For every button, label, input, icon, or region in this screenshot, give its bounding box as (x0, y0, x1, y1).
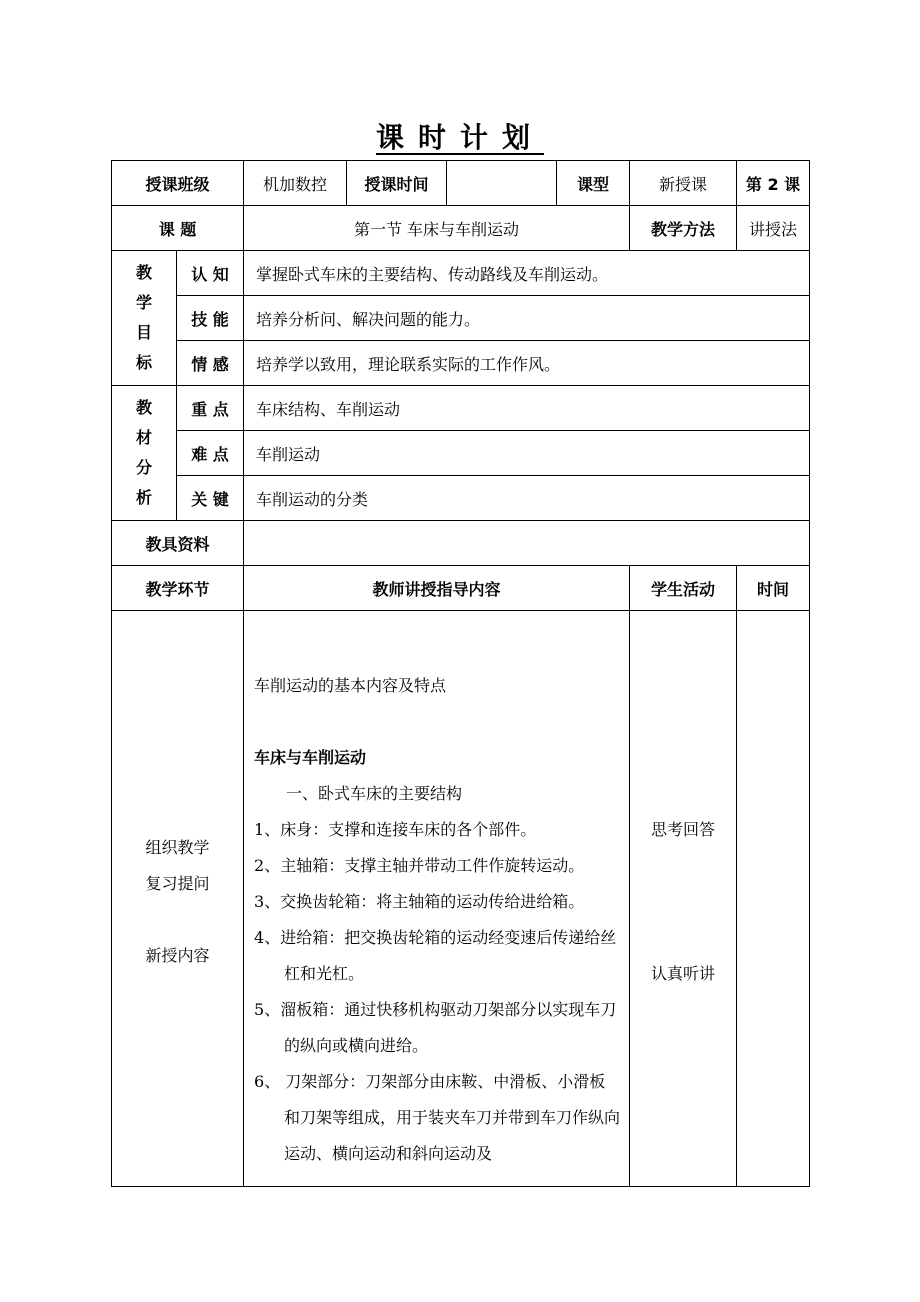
goal-label: 认 知 (177, 251, 244, 296)
student-activity (630, 884, 736, 920)
stages-cell (112, 611, 244, 1187)
analysis-row (112, 386, 810, 431)
topic-label: 课 题 (112, 206, 244, 251)
materials-value (244, 521, 810, 566)
goal-value: 培养分析问、解决问题的能力。 (244, 296, 810, 341)
time-label: 授课时间 (347, 161, 447, 206)
type-label: 课型 (557, 161, 630, 206)
time-header: 时间 (737, 566, 810, 611)
lesson-plan-table (111, 160, 810, 1187)
content-item: 5、溜板箱：通过快移机构驱动刀架部分以实现车刀的纵向或横向进给。 (254, 999, 617, 1055)
goal-value: 培养学以致用，理论联系实际的工作作风。 (244, 341, 810, 386)
stage-item: 组织教学 (145, 837, 210, 857)
analysis-row (112, 476, 810, 521)
teacher-content-cell (244, 611, 630, 1187)
process-body-row (112, 611, 810, 1187)
subsection-title: 一、卧式车床的主要结构 (286, 783, 463, 803)
content-item: 6、 刀架部分：刀架部分由床鞍、中滑板、小滑板和刀架等组成，用于装夹车刀并带到车刀作纵向运动、横向运动和斜向运动及 (254, 1071, 621, 1163)
time-value (447, 161, 557, 206)
content-item: 1、床身：支撑和连接车床的各个部件。 (254, 819, 537, 839)
class-value: 机加数控 (244, 161, 347, 206)
goal-row (112, 296, 810, 341)
page-title: 课时计划 (375, 121, 544, 154)
analysis-group-label: 教材分析 (112, 386, 177, 521)
review-question: 车削运动的基本内容及特点 (254, 675, 447, 695)
method-label: 教学方法 (630, 206, 737, 251)
stage-item (112, 902, 243, 938)
goals-group-label: 教学目标 (112, 251, 177, 386)
analysis-value: 车床结构、车削运动 (244, 386, 810, 431)
student-activity: 认真听讲 (651, 963, 716, 983)
header-row (112, 161, 810, 206)
goal-value: 掌握卧式车床的主要结构、传动路线及车削运动。 (244, 251, 810, 296)
student-activity-cell (630, 611, 737, 1187)
stage-header: 教学环节 (112, 566, 244, 611)
analysis-label: 关 键 (177, 476, 244, 521)
content-item: 3、交换齿轮箱：将主轴箱的运动传给进给箱。 (254, 891, 585, 911)
section-title: 车床与车削运动 (254, 747, 367, 767)
materials-label: 教具资料 (112, 521, 244, 566)
type-value: 新授课 (630, 161, 737, 206)
process-header-row (112, 566, 810, 611)
analysis-value: 车削运动的分类 (244, 476, 810, 521)
lesson-number: 第 2 课 (737, 161, 810, 206)
student-activity (630, 920, 736, 956)
topic-row (112, 206, 810, 251)
goal-row (112, 341, 810, 386)
time-cell (737, 611, 810, 1187)
goal-label: 技 能 (177, 296, 244, 341)
goal-row (112, 251, 810, 296)
analysis-label: 重 点 (177, 386, 244, 431)
student-header: 学生活动 (630, 566, 737, 611)
materials-row (112, 521, 810, 566)
stage-item: 复习提问 (145, 873, 210, 893)
teacher-header: 教师讲授指导内容 (244, 566, 630, 611)
stage-item: 新授内容 (145, 945, 210, 965)
goal-label: 情 感 (177, 341, 244, 386)
student-activity: 思考回答 (651, 819, 716, 839)
analysis-label: 难 点 (177, 431, 244, 476)
analysis-value: 车削运动 (244, 431, 810, 476)
method-value: 讲授法 (737, 206, 810, 251)
class-label: 授课班级 (112, 161, 244, 206)
student-activity (630, 848, 736, 884)
topic-value: 第一节 车床与车削运动 (244, 206, 630, 251)
content-item: 2、主轴箱：支撑主轴并带动工件作旋转运动。 (254, 855, 585, 875)
analysis-row (112, 431, 810, 476)
content-item: 4、进给箱：把交换齿轮箱的运动经变速后传递给丝杠和光杠。 (254, 927, 617, 983)
